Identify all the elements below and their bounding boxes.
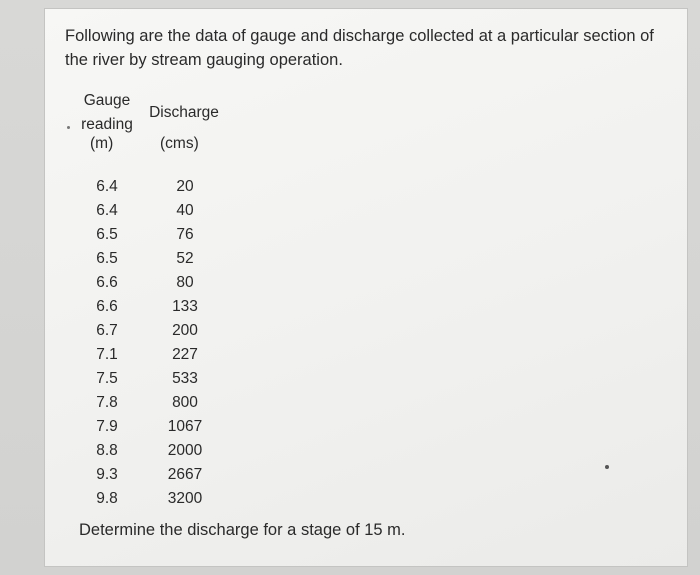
table-row [45, 370, 265, 394]
discharge-cell: 80 [176, 274, 194, 291]
gauge-cell: 9.8 [96, 490, 118, 507]
discharge-cell: 2000 [167, 442, 203, 459]
bullet-mark [67, 126, 70, 129]
discharge-cell: 52 [176, 250, 194, 267]
gauge-header-line1: Gauge [83, 92, 131, 109]
intro-text: Following are the data of gauge and discharge collected at a particular section of the river by stream gauging operation. [65, 27, 654, 69]
table-row [45, 274, 265, 298]
discharge-cell: 2667 [167, 466, 203, 483]
discharge-unit: (cms) [160, 135, 199, 152]
gauge-cell: 7.9 [96, 418, 118, 435]
discharge-column-header: Discharge [149, 104, 219, 121]
gauge-cell: 9.3 [96, 466, 118, 483]
table-row [45, 298, 265, 322]
table-row [45, 418, 265, 442]
table-row [45, 346, 265, 370]
table-row [45, 442, 265, 466]
table-row [45, 250, 265, 274]
discharge-cell: 133 [172, 298, 198, 315]
gauge-header-line2: reading [81, 116, 133, 133]
discharge-cell: 800 [172, 394, 198, 411]
gauge-cell: 7.8 [96, 394, 118, 411]
gauge-cell: 6.6 [96, 274, 118, 291]
dust-speck [605, 465, 609, 469]
table-row [45, 466, 265, 490]
gauge-cell: 7.1 [96, 346, 118, 363]
gauge-cell: 8.8 [96, 442, 118, 459]
table-row [45, 202, 265, 226]
gauge-cell: 6.5 [96, 250, 118, 267]
discharge-cell: 533 [172, 370, 198, 387]
discharge-cell: 40 [176, 202, 194, 219]
table-row [45, 394, 265, 418]
gauge-cell: 7.5 [96, 370, 118, 387]
table-row [45, 226, 265, 250]
discharge-cell: 76 [176, 226, 194, 243]
discharge-cell: 1067 [167, 418, 203, 435]
discharge-cell: 227 [172, 346, 198, 363]
discharge-cell: 20 [176, 178, 194, 195]
discharge-cell: 3200 [167, 490, 203, 507]
table-row [45, 178, 265, 202]
table-row [45, 322, 265, 346]
gauge-unit: (m) [90, 135, 114, 152]
gauge-cell: 6.7 [96, 322, 118, 339]
discharge-cell: 200 [172, 322, 198, 339]
gauge-cell: 6.4 [96, 202, 118, 219]
gauge-cell: 6.4 [96, 178, 118, 195]
question-text: Determine the discharge for a stage of 15 m. [79, 521, 406, 539]
table-row [45, 490, 265, 514]
question-card [44, 8, 688, 567]
gauge-column-header [75, 89, 139, 137]
gauge-cell: 6.5 [96, 226, 118, 243]
gauge-cell: 6.6 [96, 298, 118, 315]
